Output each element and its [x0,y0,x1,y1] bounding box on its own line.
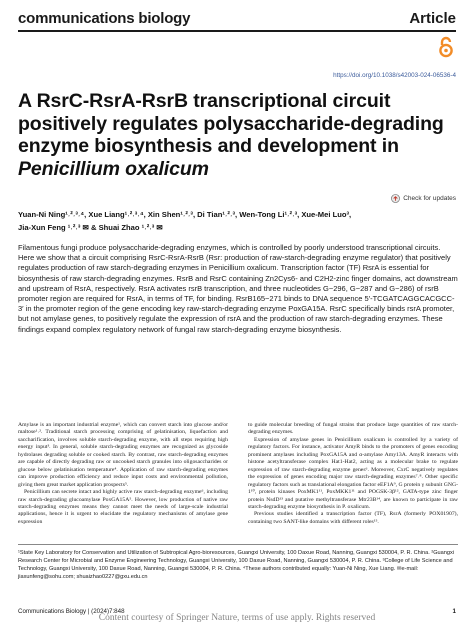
title-species: Penicillium oxalicum [18,157,209,180]
body-column-left [18,422,228,526]
body-paragraph: Penicillium can secrete intact and highly active raw starch-degrading enzyme⁶, including raw starch-degrading glucoamylase PoxGA15A⁵. However, low production of native raw starch-degrading enzymes means they cannot meet the needs of large-scale industrial applications, hence it is urgent to elucidate the regulatory mechanisms of amylase gene expression [18,489,228,525]
article-title [18,90,458,180]
footnote-divider [18,544,458,545]
author-list [18,209,458,234]
check-updates-icon [391,194,400,203]
affiliations-footnote: ¹State Key Laboratory for Conservation and Utilization of Subtropical Agro-bioresources, Guangxi University, 100 Daxue Road, Nanning, Guangxi 530004, P. R. China. ²Guangxi Research Center for Microbial and Enzyme Engineering Technology, Guangxi University, 100 Daxue Road, Nanning, Guangxi 530004, P. R. China. ³College of Life Science and Technology, Guangxi University, 100 Daxue Road, Nanning, Guangxi 530004, P. R. China. ⁴These authors contributed equally: Yuan-Ni Ning, Xue Liang. ✉e-mail: jiaxunfeng@sohu.com; shuaizhao0227@gxu.edu.cn [18,550,455,581]
page-number: 1 [452,608,456,615]
open-access-icon [438,36,454,58]
copyright-watermark: Content courtesy of Springer Nature, terms of use apply. Rights reserved [98,613,376,623]
abstract [18,243,458,335]
body-column-right [248,422,458,526]
check-updates-label: Check for updates [403,195,456,202]
abstract-text: Filamentous fungi produce polysaccharide-degrading enzymes, which is controlled by poorly understood transcriptional circuits. Here we show that a circuit comprising RsrC-RsrA-RsrB (Rsr: production of raw-starch-degrading enzyme regulator) that positively regulates production of raw starch-degrading enzymes in Penicillium oxalicum. Transcription factor (TF) RsrA is essential for biosynthesis of raw starch-degrading enzymes. RsrB and RsrC containing Zn2Cys6- and C2H2-zinc finger domains, act downstream and upstream of RsrA, respectively. RsrA activates rsrB transcription, and three nucleotides G−296, G−287 and G−286) of rsrB promoter region are required for RsrA, in terms of TF, for binding. RsrB165−271 binds to DNA sequence 5′-TCGATCAGGCACGCC-3′ in the promoter region of the gene encoding key raw-starch-degrading enzyme PoxGA15A. RsrC specifically binds rsrA promoter, but not amylase genes, to positively regulate the expression of rsrA and the production of raw starch-degrading enzymes. These findings expand complex regulatory network of fungal raw starch-degrading enzyme biosynthesis. [18,243,458,334]
journal-citation: Communications Biology | (2024)7:848 [18,608,125,615]
title-main: A RsrC-RsrA-RsrB transcriptional circuit positively regulates polysaccharide-degrading enzyme biosynthesis and development in [18,90,444,157]
body-paragraph: to guide molecular breeding of fungal strains that produce large quantities of raw starch-degrading enzymes. [248,422,458,436]
authors-line-2: Jia-Xun Feng ¹˒²˒³ ✉ & Shuai Zhao ¹˒²˒³ ✉ [18,222,163,232]
authors-line-1: Yuan-Ni Ning¹˒²˒³˒⁴, Xue Liang¹˒²˒³˒⁴, Xin Shen¹˒²˒³, Di Tian¹˒²˒³, Wen-Tong Li¹˒²˒³, Xue-Mei Luo³, [18,210,352,219]
journal-name: communications biology [18,10,191,27]
doi-link[interactable]: https://doi.org/10.1038/s42003-024-06536-4 [333,72,456,79]
body-paragraph: Previous studies identified a transcription factor (TF), RsrA (formerly POX01907), containing two SANT-like domains with different roles¹⁵. [248,511,458,525]
check-for-updates-button[interactable] [391,194,456,203]
article-type-label: Article [409,10,456,27]
body-paragraph: Expression of amylase genes in Penicillium oxalicum is controlled by a variety of regulatory factors. For instance, activator AmyR binds to the promoters of genes encoding prominent amylases including PoxGA15A and α-amylase Amy13A. AmyR interacts with histone acetyltransferase complex Hat1-Hat2, acting as a molecular brake to regulate expression of raw starch-degrading enzyme genes⁶. Moreover, CxrC negatively regulates the expression of genes encoding major raw starch-degrading enzymes⁷˒⁸. Other specific regulatory factors such as translational elongation factor eEF1A⁹, G protein γ subunit GNG-1¹⁰, protein kinases PoxMK1¹¹, PoxMKK1¹¹ and POGSK-3β¹², GATA-type zinc finger protein NsdD¹³ and putative methyltransferase Mtr23B¹⁴, are known to participate in raw starch-degrading enzyme biosynthesis in P. oxalicum. [248,436,458,510]
body-paragraph: Amylase is an important industrial enzyme¹, which can convert starch into glucose and/or maltose¹˒². Traditional starch processing comprising of gelatinisation, liquefaction and saccharification, involves soluble starch-degrading enzyme, with all steps requiring high energy input³. In general, soluble starch-degrading enzymes are recognized as glycoside hydrolases degrading soluble or cooked starch. By contrast, raw starch-degrading enzymes are capable of directly degrading raw or uncooked starch granules into oligosaccharides or glucose below gelatinisation temperature⁴. Application of raw starch-degrading enzymes can improve production efficiency and reduce input costs and environmental pollution, giving them great market application prospects⁵. [18,422,228,488]
header-rule [18,30,456,32]
